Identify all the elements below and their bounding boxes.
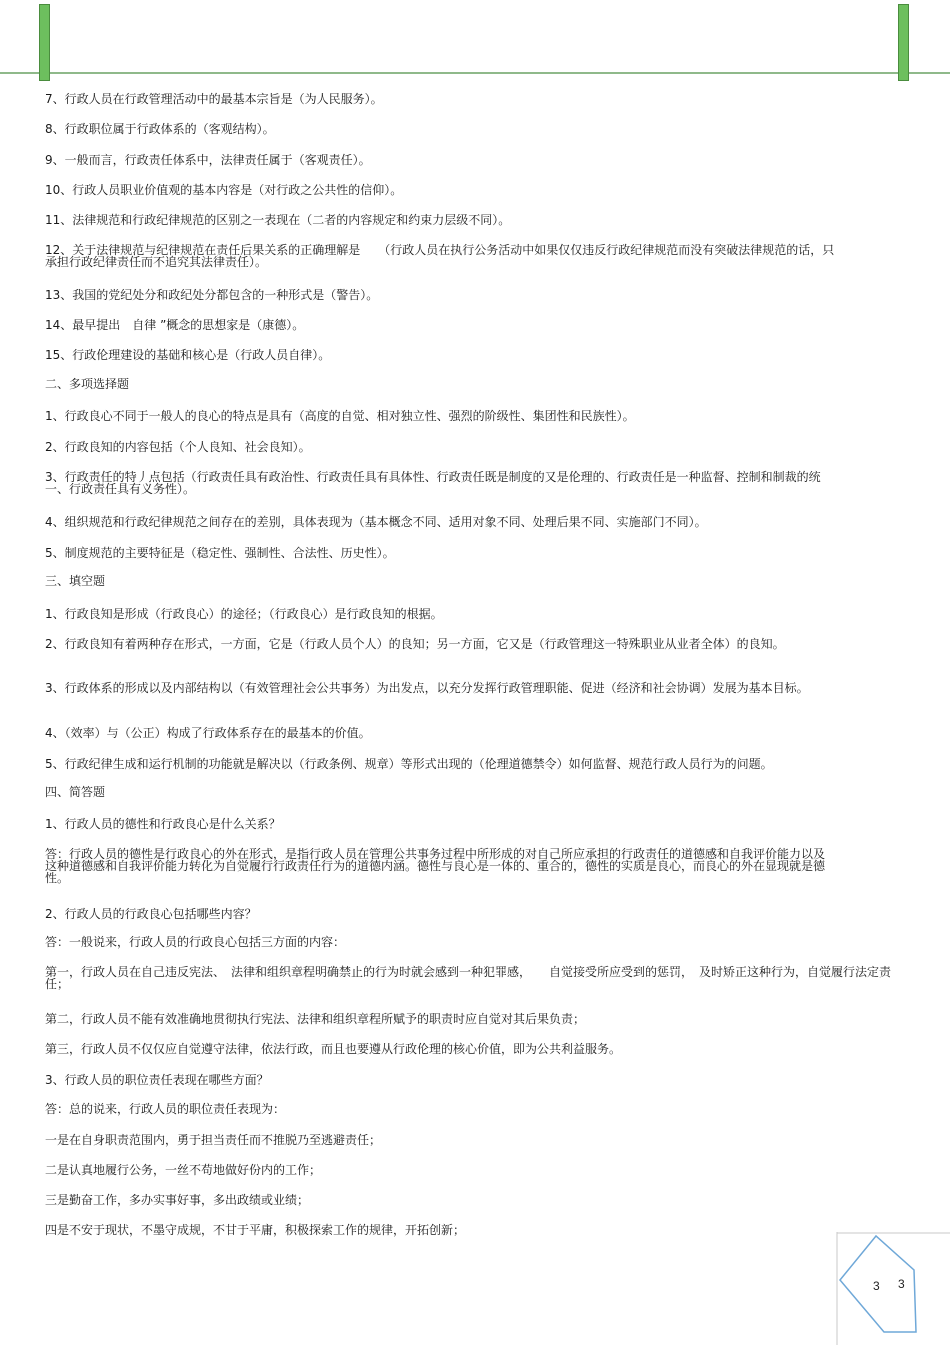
text-paragraph: 2、行政良知有着两种存在形式，一方面，它是（行政人员个人）的良知；另一方面，它又是（行政管理这一特殊职业从业者全体）的良知。 xyxy=(45,637,785,651)
text-line: 一是在自身职责范围内，勇于担当责任而不推脱乃至逃避责任； xyxy=(45,1133,382,1147)
header-rule xyxy=(0,72,950,74)
text-line: 14、最早提出 自律 ”概念的思想家是（康德）。 xyxy=(45,318,305,332)
question: 3、行政人员的职位责任表现在哪些方面？ xyxy=(45,1073,269,1087)
page-number: 3 xyxy=(873,1279,880,1293)
answer-paragraph: 答：行政人员的德性是行政良心的外在形式，是指行政人员在管理公共事务过程中所形成的对自己所应承担的行政责任的道德感和自我评价能力以及这种道德感和自我评价能力转化为自觉履行行政责任行为的道德内涵。德性与良心是一体的、重合的，德性的实质是良心，而良心的外在显现就是德性。 xyxy=(45,847,826,885)
answer-intro: 答：一般说来，行政人员的行政良心包括三方面的内容： xyxy=(45,935,346,949)
text-line: 三是勤奋工作，多办实事好事，多出政绩或业绩； xyxy=(45,1193,310,1207)
text-line: 7、行政人员在行政管理活动中的最基本宗旨是（为人民服务）。 xyxy=(45,92,383,106)
text-line: 第二，行政人员不能有效准确地贯彻执行宪法、法律和组织章程所赋予的职责时应自觉对其后果负责； xyxy=(45,1012,586,1026)
question: 2、行政人员的行政良心包括哪些内容？ xyxy=(45,907,257,921)
text-line: 4、组织规范和行政纪律规范之间存在的差别，具体表现为（基本概念不同、适用对象不同、处理后果不同、实施部门不同）。 xyxy=(45,515,707,529)
text-line: 9、一般而言，行政责任体系中，法律责任属于（客观责任）。 xyxy=(45,153,371,167)
text-line: 第三，行政人员不仅仅应自觉遵守法律，依法行政，而且也要遵从行政伦理的核心价值，即为公共利益服务。 xyxy=(45,1042,622,1056)
text-line: 1、行政良知是形成（行政良心）的途径；（行政良心）是行政良知的根据。 xyxy=(45,607,443,621)
text-line: 11、法律规范和行政纪律规范的区别之一表现在（二者的内容规定和约束力层级不同）。 xyxy=(45,213,511,227)
text-line: 13、我国的党纪处分和政纪处分都包含的一种形式是（警告）。 xyxy=(45,288,379,302)
answer-paragraph: 第一，行政人员在自己违反宪法、 法律和组织章程明确禁止的行为时就会感到一种犯罪感， 自觉接受所应受到的惩罚， 及时矫正这种行为，自觉履行法定责任； xyxy=(45,965,892,991)
answer-intro: 答：总的说来，行政人员的职位责任表现为： xyxy=(45,1102,286,1116)
text-paragraph: 3、行政责任的特丿点包括（行政责任具有政治性、行政责任具有具体性、行政责任既是制度的又是伦理的、行政责任是一种监督、控制和制裁的统一、行政责任具有义务性）。 xyxy=(45,470,821,496)
text-line: 四是不安于现状，不墨守成规，不甘于平庸，积极探索工作的规律，开拓创新； xyxy=(45,1223,466,1237)
text-line: 4、（效率）与（公正）构成了行政体系存在的最基本的价值。 xyxy=(45,726,371,740)
text-line: 5、制度规范的主要特征是（稳定性、强制性、合法性、历史性）。 xyxy=(45,546,395,560)
section-heading: 二、多项选择题 xyxy=(45,377,130,391)
text-line: 1、行政良心不同于一般人的良心的特点是具有（高度的自觉、相对独立性、强烈的阶级性、集团性和民族性）。 xyxy=(45,409,635,423)
section-heading: 三、填空题 xyxy=(45,574,106,588)
text-line: 5、行政纪律生成和运行机制的功能就是解决以（行政条例、规章）等形式出现的（伦理道德禁令）如何监督、规范行政人员行为的问题。 xyxy=(45,757,773,771)
text-paragraph: 3、行政体系的形成以及内部结构以（有效管理社会公共事务）为出发点，以充分发挥行政管理职能、促进（经济和社会协调）发展为基本目标。 xyxy=(45,681,809,695)
text-line: 二是认真地履行公务，一丝不苟地做好份内的工作； xyxy=(45,1163,322,1177)
text-line: 10、行政人员职业价值观的基本内容是（对行政之公共性的信仰）。 xyxy=(45,183,403,197)
right-green-bar xyxy=(898,4,909,81)
page-corner-decoration xyxy=(836,1232,950,1345)
page-corner-shape xyxy=(836,1232,950,1345)
text-line: 15、行政伦理建设的基础和核心是（行政人员自律）。 xyxy=(45,348,331,362)
section-heading: 四、简答题 xyxy=(45,785,106,799)
text-paragraph: 12、关于法律规范与纪律规范在责任后果关系的正确理解是 （行政人员在执行公务活动中如果仅仅违反行政纪律规范而没有突破法律规范的话，只承担行政纪律责任而不追究其法律责任）。 xyxy=(45,243,835,269)
left-green-bar xyxy=(39,4,50,81)
text-line: 2、行政良知的内容包括（个人良知、社会良知）。 xyxy=(45,440,311,454)
question: 1、行政人员的德性和行政良心是什么关系？ xyxy=(45,817,281,831)
page-number: 3 xyxy=(898,1277,905,1291)
text-line: 8、行政职位属于行政体系的（客观结构）。 xyxy=(45,122,275,136)
